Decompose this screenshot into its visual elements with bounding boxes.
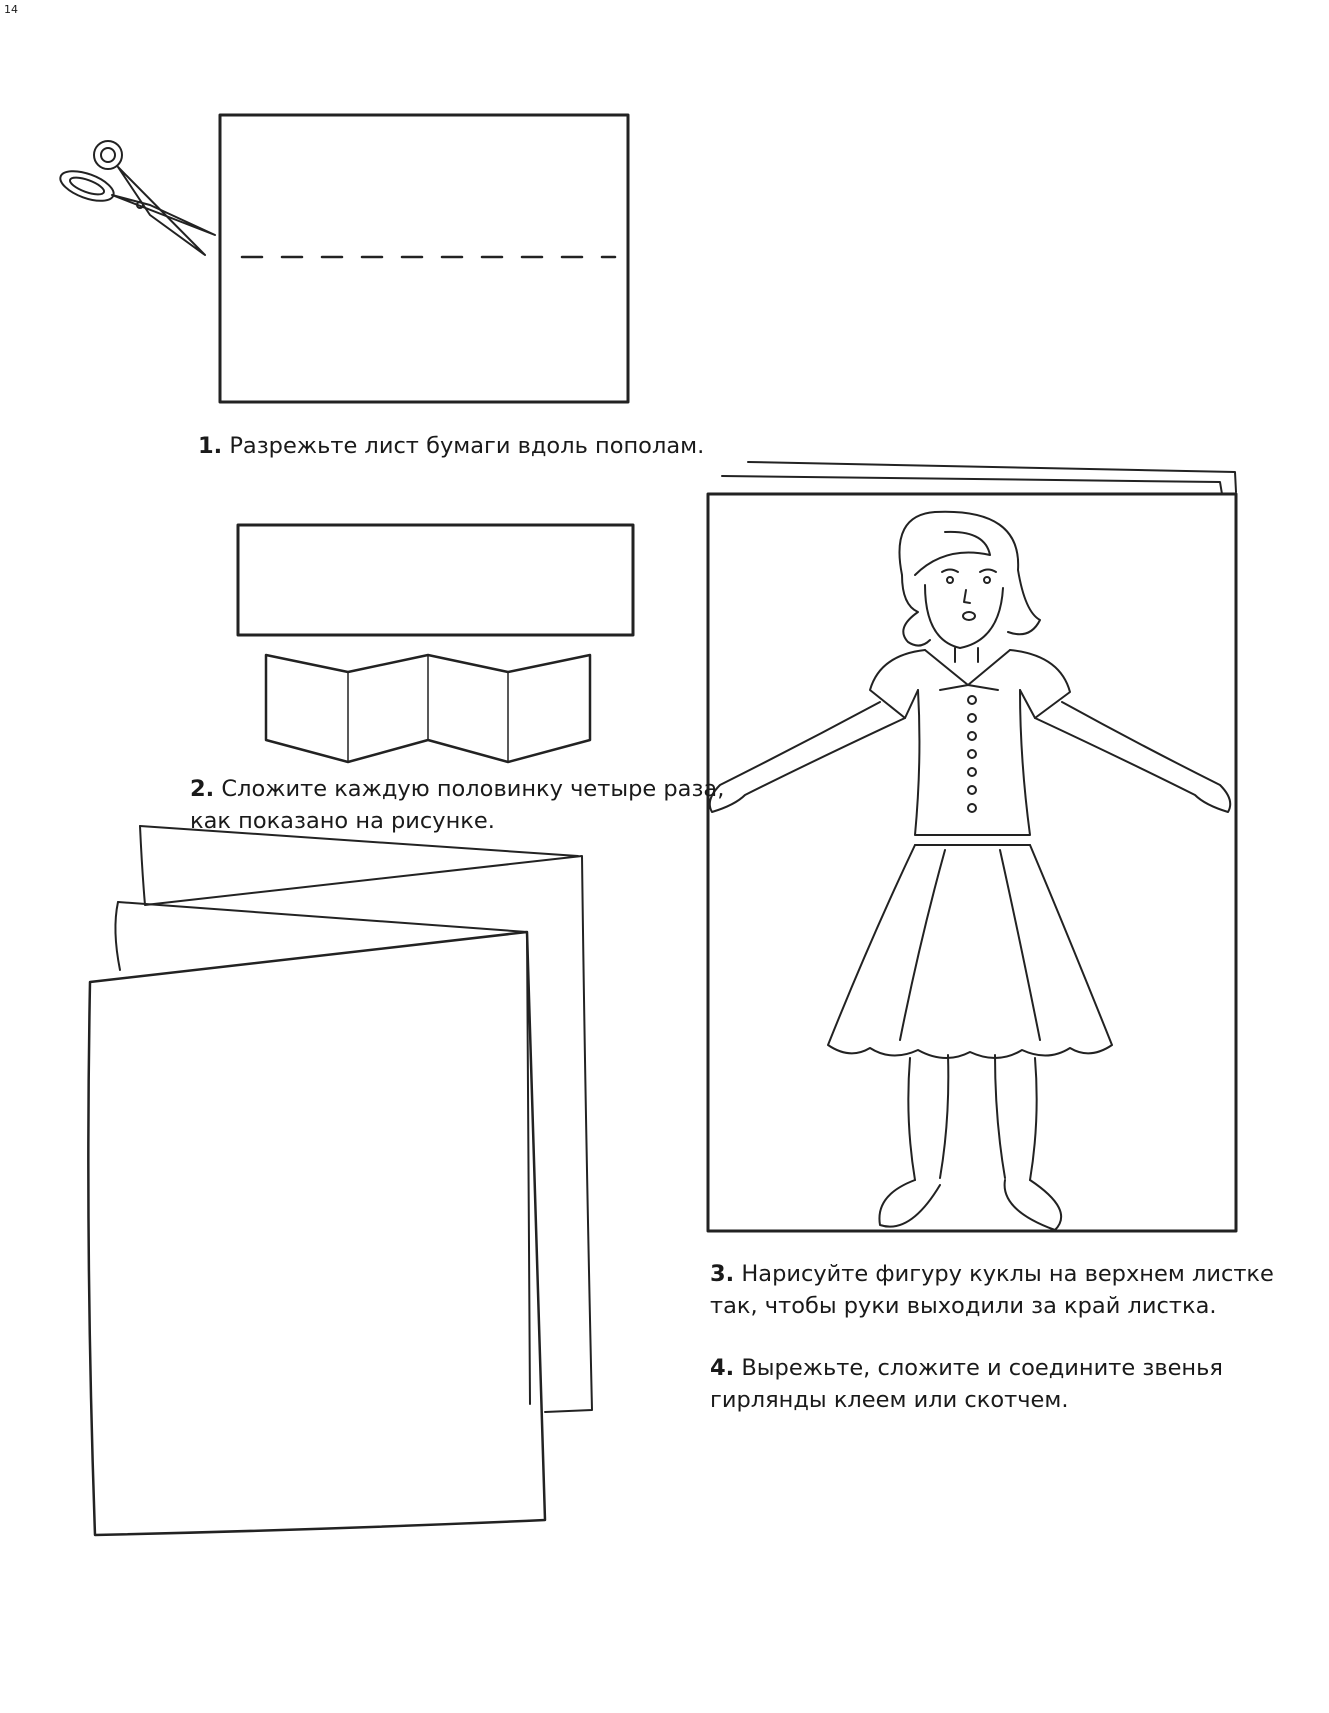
step-4-text: [710, 1352, 1223, 1416]
folded-paper-stack-illustration: [88, 826, 592, 1535]
step-1-number: 1.: [198, 433, 223, 459]
scissors-icon: [57, 141, 215, 255]
step-1-label: Разрежьте лист бумаги вдоль пополам.: [229, 433, 705, 459]
step-3-text: [710, 1258, 1274, 1322]
step-3-number: 3.: [710, 1261, 735, 1287]
doll-sheet-illustration: [708, 462, 1236, 1231]
step-2-text: [190, 773, 724, 837]
step-4-line-2: гирлянды клеем или скотчем.: [710, 1387, 1069, 1413]
step-4-line-1: Вырежьте, сложите и соедините звенья: [741, 1355, 1223, 1381]
step-1-text: [198, 430, 704, 462]
step-2-line-2: как показано на рисунке.: [190, 808, 495, 834]
step-4-number: 4.: [710, 1355, 735, 1381]
step-3-line-2: так, чтобы руки выходили за край листка.: [710, 1293, 1217, 1319]
step-2-line-1: Сложите каждую половинку четыре раза,: [221, 776, 725, 802]
accordion-fold-illustration: [266, 655, 590, 762]
step-3-line-1: Нарисуйте фигуру куклы на верхнем листке: [741, 1261, 1274, 1287]
half-strip-illustration: [238, 525, 633, 635]
doll-figure: [710, 512, 1230, 1230]
full-sheet-illustration: [220, 115, 628, 402]
step-2-number: 2.: [190, 776, 215, 802]
page-number: 14: [4, 3, 18, 16]
